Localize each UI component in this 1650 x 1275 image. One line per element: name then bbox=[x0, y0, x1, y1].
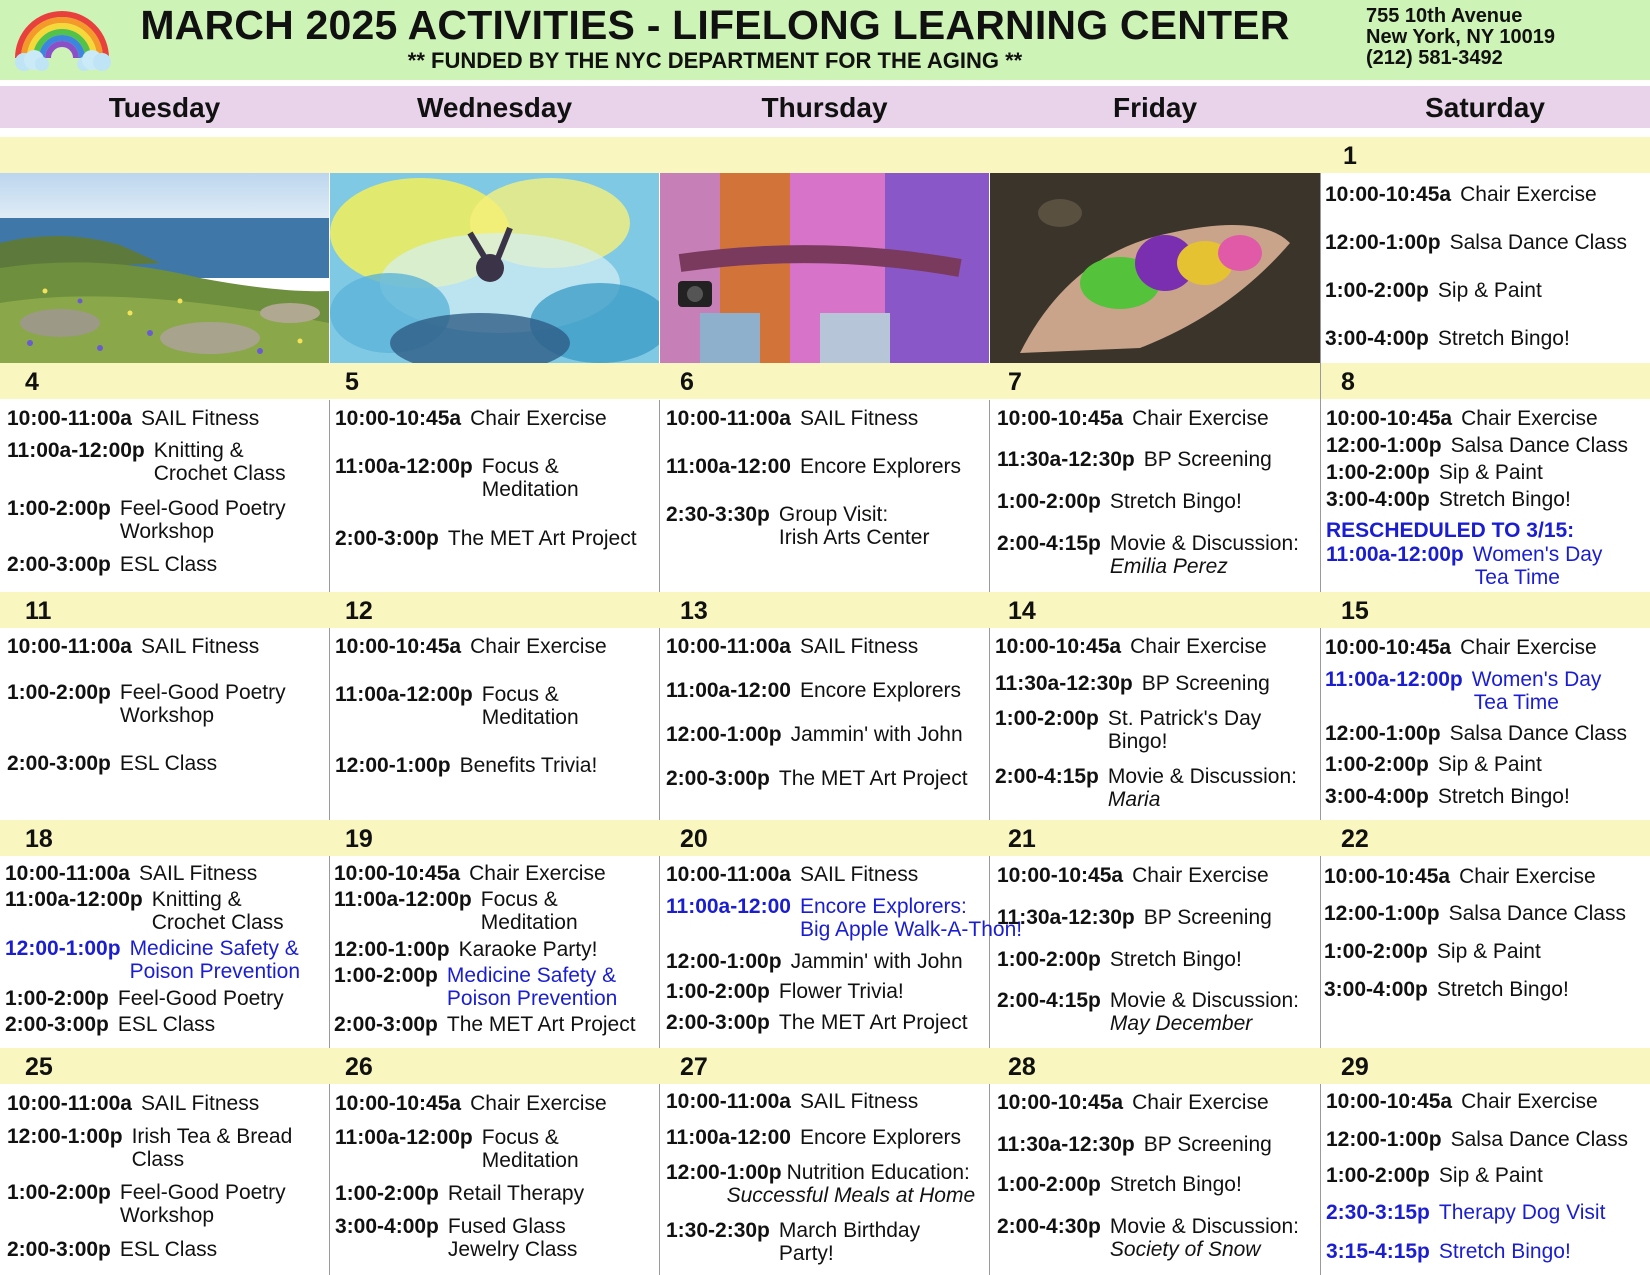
event-entry: 10:00-11:00a SAIL Fitness bbox=[666, 863, 919, 886]
event-entry: 12:00-1:00p Salsa Dance Class bbox=[1325, 722, 1627, 745]
weekday-saturday: Saturday bbox=[1425, 92, 1545, 123]
funding-subtitle: ** FUNDED BY THE NYC DEPARTMENT FOR THE AGING ** bbox=[407, 48, 1023, 73]
event-entry: 2:00-4:15p Movie & Discussion: Maria bbox=[995, 765, 1297, 811]
event-entry-highlight: 12:00-1:00p Medicine Safety & Poison Prevention bbox=[5, 937, 301, 983]
event-entry-highlight: 2:30-3:15p Therapy Dog Visit bbox=[1326, 1201, 1606, 1224]
grid-divider bbox=[989, 1084, 990, 1275]
event-entry: 1:00-2:00p Feel-Good Poetry Workshop bbox=[7, 497, 286, 543]
page-title: MARCH 2025 ACTIVITIES - LIFELONG LEARNING CENTER bbox=[140, 2, 1290, 48]
grid-divider bbox=[1320, 1084, 1321, 1275]
date-number: 14 bbox=[1008, 597, 1036, 625]
event-entry: 10:00-10:45a Chair Exercise bbox=[995, 635, 1267, 658]
address-phone: (212) 581-3492 bbox=[1366, 47, 1503, 69]
event-entry: 11:00a-12:00p Knitting & Crochet Class bbox=[5, 888, 284, 934]
event-entry: 11:00a-12:00p Focus & Meditation bbox=[334, 888, 578, 934]
date-number: 27 bbox=[680, 1053, 708, 1081]
event-entry: 3:00-4:00p Stretch Bingo! bbox=[1326, 488, 1571, 511]
grid-divider bbox=[659, 628, 660, 820]
week1-date-row bbox=[0, 137, 1650, 173]
event-entry: 12:00-1:00p Salsa Dance Class bbox=[1324, 902, 1626, 925]
event-entry: 1:00-2:00p St. Patrick's Day Bingo! bbox=[995, 707, 1262, 753]
date-number: 20 bbox=[680, 825, 708, 853]
event-entry: 2:00-3:00p The MET Art Project bbox=[666, 767, 968, 790]
event-entry: 2:00-4:15p Movie & Discussion: Emilia Perez bbox=[997, 532, 1299, 578]
grid-divider bbox=[659, 1084, 660, 1275]
event-entry: 1:00-2:00p Feel-Good Poetry bbox=[5, 987, 284, 1010]
event-entry: 1:00-2:00p Sip & Paint bbox=[1324, 940, 1541, 963]
event-entry: 12:00-1:00p Benefits Trivia! bbox=[335, 754, 598, 777]
event-entry: 3:00-4:00p Stretch Bingo! bbox=[1325, 327, 1570, 350]
event-entry: 12:00-1:00p Salsa Dance Class bbox=[1325, 231, 1627, 254]
event-entry-highlight: 3:15-4:15p Stretch Bingo! bbox=[1326, 1240, 1571, 1263]
event-entry: 3:00-4:00p Stretch Bingo! bbox=[1325, 785, 1570, 808]
event-entry: 12:00-1:00p Salsa Dance Class bbox=[1326, 434, 1628, 457]
event-entry: 11:00a-12:00p Women's Day Tea Time bbox=[1326, 543, 1603, 589]
event-entry: 10:00-11:00a SAIL Fitness bbox=[7, 635, 260, 658]
event-entry: 10:00-10:45a Chair Exercise bbox=[335, 1092, 607, 1115]
event-entry: 11:00a-12:00p Focus & Meditation bbox=[335, 683, 579, 729]
event-entry: 1:00-2:00p Medicine Safety & Poison Prevention bbox=[334, 964, 618, 1010]
date-number: 18 bbox=[25, 825, 53, 853]
event-entry: 2:00-3:00p The MET Art Project bbox=[334, 1013, 636, 1036]
weekday-tuesday: Tuesday bbox=[108, 92, 221, 123]
friends-embracing-photo bbox=[660, 173, 989, 363]
event-entry: 1:00-2:00p Stretch Bingo! bbox=[997, 948, 1242, 971]
event-entry: 1:00-2:00p Retail Therapy bbox=[335, 1182, 585, 1205]
date-number: 8 bbox=[1341, 368, 1355, 396]
event-entry: 12:00-1:00p Irish Tea & Bread Class bbox=[7, 1125, 293, 1171]
rescheduled-notice: RESCHEDULED TO 3/15: bbox=[1326, 519, 1575, 542]
event-entry: 10:00-11:00a SAIL Fitness bbox=[666, 635, 919, 658]
event-entry: 1:00-2:00p Feel-Good Poetry Workshop bbox=[7, 681, 286, 727]
event-entry: 11:00a-12:00p Focus & Meditation bbox=[335, 455, 579, 501]
coastal-meadow-photo bbox=[0, 173, 329, 363]
event-entry: 12:00-1:00p Nutrition Education: Successful Meals at Home bbox=[666, 1161, 976, 1207]
event-entry: 10:00-11:00a SAIL Fitness bbox=[5, 862, 258, 885]
weekday-thursday: Thursday bbox=[761, 92, 888, 123]
event-entry: 10:00-10:45a Chair Exercise bbox=[1325, 183, 1597, 206]
address-street: 755 10th Avenue bbox=[1366, 5, 1523, 27]
date-number: 1 bbox=[1343, 142, 1357, 170]
event-entry: 3:00-4:00p Fused Glass Jewelry Class bbox=[335, 1215, 578, 1261]
grid-divider bbox=[989, 856, 990, 1048]
grid-divider bbox=[1320, 628, 1321, 820]
week5-date-row bbox=[0, 1048, 1650, 1084]
event-entry: 2:00-4:30p Movie & Discussion: Society of Snow bbox=[997, 1215, 1299, 1261]
date-number: 6 bbox=[680, 368, 694, 396]
date-number: 5 bbox=[345, 368, 359, 396]
header-banner bbox=[0, 0, 1650, 80]
event-entry: 12:00-1:00p Jammin' with John bbox=[666, 950, 963, 973]
event-entry: 1:00-2:00p Sip & Paint bbox=[1326, 461, 1543, 484]
event-entry: 10:00-11:00a SAIL Fitness bbox=[7, 407, 260, 430]
event-entry-highlight: 11:00a-12:00 Encore Explorers: Big Apple Walk-A-Thon! bbox=[666, 895, 1023, 941]
event-entry: 2:00-3:00p ESL Class bbox=[7, 752, 218, 775]
event-entry: 10:00-10:45a Chair Exercise bbox=[1325, 636, 1597, 659]
event-entry: 10:00-11:00a SAIL Fitness bbox=[666, 1090, 919, 1113]
event-entry: 2:00-4:15p Movie & Discussion: May December bbox=[997, 989, 1299, 1035]
weekday-header-row bbox=[0, 86, 1650, 128]
event-entry: 1:00-2:00p Sip & Paint bbox=[1325, 279, 1542, 302]
event-entry: 10:00-11:00a SAIL Fitness bbox=[7, 1092, 260, 1115]
event-entry-highlight: 11:00a-12:00p Women's Day Tea Time bbox=[1325, 668, 1602, 714]
date-number: 28 bbox=[1008, 1053, 1036, 1081]
center-address bbox=[1366, 6, 1555, 69]
grid-divider bbox=[329, 1084, 330, 1275]
date-number: 19 bbox=[345, 825, 373, 853]
week4-date-row bbox=[0, 820, 1650, 856]
event-entry: 11:30a-12:30p BP Screening bbox=[995, 672, 1270, 695]
week3-date-row bbox=[0, 592, 1650, 628]
event-entry: 11:00a-12:00p Focus & Meditation bbox=[335, 1126, 579, 1172]
date-number: 21 bbox=[1008, 825, 1036, 853]
event-entry: 10:00-10:45a Chair Exercise bbox=[997, 864, 1269, 887]
event-entry: 2:00-3:00p The MET Art Project bbox=[666, 1011, 968, 1034]
event-entry: 10:00-10:45a Chair Exercise bbox=[335, 635, 607, 658]
date-number: 25 bbox=[25, 1053, 53, 1081]
event-entry: 12:00-1:00p Salsa Dance Class bbox=[1326, 1128, 1628, 1151]
event-entry: 11:00a-12:00 Encore Explorers bbox=[666, 455, 962, 478]
date-number: 26 bbox=[345, 1053, 373, 1081]
event-entry: 11:00a-12:00p Knitting & Crochet Class bbox=[7, 439, 286, 485]
event-entry: 12:00-1:00p Jammin' with John bbox=[666, 723, 963, 746]
event-entry: 1:00-2:00p Flower Trivia! bbox=[666, 980, 904, 1003]
grid-divider bbox=[1320, 173, 1321, 592]
weekday-wednesday: Wednesday bbox=[416, 92, 573, 123]
event-entry: 1:00-2:00p Stretch Bingo! bbox=[997, 1173, 1242, 1196]
event-entry: 10:00-10:45a Chair Exercise bbox=[334, 862, 606, 885]
date-number: 11 bbox=[25, 597, 52, 625]
event-entry: 10:00-10:45a Chair Exercise bbox=[1324, 865, 1596, 888]
event-entry: 12:00-1:00p Karaoke Party! bbox=[334, 938, 598, 961]
date-number: 13 bbox=[680, 597, 708, 625]
grid-divider bbox=[329, 856, 330, 1048]
weekday-friday: Friday bbox=[1112, 92, 1198, 123]
grid-divider bbox=[989, 400, 990, 592]
event-entry: 1:30-2:30p March Birthday Party! bbox=[666, 1219, 921, 1265]
address-city: New York, NY 10019 bbox=[1366, 26, 1556, 48]
event-entry: 2:00-3:00p The MET Art Project bbox=[335, 527, 637, 550]
grid-divider bbox=[329, 400, 330, 592]
event-entry: 3:00-4:00p Stretch Bingo! bbox=[1324, 978, 1569, 1001]
color-powder-hand-photo bbox=[990, 173, 1320, 363]
date-number: 7 bbox=[1008, 368, 1022, 396]
event-entry: 11:00a-12:00 Encore Explorers bbox=[666, 1126, 962, 1149]
event-entry: 1:00-2:00p Sip & Paint bbox=[1326, 1164, 1543, 1187]
event-entry: 2:00-3:00p ESL Class bbox=[7, 553, 218, 576]
event-entry: 2:30-3:30p Group Visit: Irish Arts Center bbox=[666, 503, 930, 549]
event-entry: 11:30a-12:30p BP Screening bbox=[997, 906, 1272, 929]
event-entry: 10:00-10:45a Chair Exercise bbox=[997, 1091, 1269, 1114]
rainbow-icon bbox=[10, 6, 114, 72]
grid-divider bbox=[1320, 856, 1321, 1048]
event-entry: 10:00-10:45a Chair Exercise bbox=[1326, 1090, 1598, 1113]
date-number: 12 bbox=[345, 597, 373, 625]
event-entry: 1:00-2:00p Sip & Paint bbox=[1325, 753, 1542, 776]
event-entry: 10:00-11:00a SAIL Fitness bbox=[666, 407, 919, 430]
event-entry: 10:00-10:45a Chair Exercise bbox=[335, 407, 607, 430]
grid-divider bbox=[989, 628, 990, 820]
date-number: 4 bbox=[25, 368, 39, 396]
event-entry: 2:00-3:00p ESL Class bbox=[7, 1238, 218, 1261]
event-entry: 2:00-3:00p ESL Class bbox=[5, 1013, 216, 1036]
grid-divider bbox=[329, 628, 330, 820]
event-entry: 11:30a-12:30p BP Screening bbox=[997, 1133, 1272, 1156]
grid-divider bbox=[659, 856, 660, 1048]
event-entry: 11:00a-12:00 Encore Explorers bbox=[666, 679, 962, 702]
week2-date-row bbox=[0, 363, 1650, 399]
color-powder-festival-photo bbox=[330, 173, 659, 363]
event-entry: 10:00-10:45a Chair Exercise bbox=[997, 407, 1269, 430]
event-entry: 10:00-10:45a Chair Exercise bbox=[1326, 407, 1598, 430]
event-entry: 1:00-2:00p Stretch Bingo! bbox=[997, 490, 1242, 513]
event-entry: 1:00-2:00p Feel-Good Poetry Workshop bbox=[7, 1181, 286, 1227]
grid-divider bbox=[659, 400, 660, 592]
date-number: 15 bbox=[1341, 597, 1369, 625]
date-number: 29 bbox=[1341, 1053, 1369, 1081]
date-number: 22 bbox=[1341, 825, 1369, 853]
event-entry: 11:30a-12:30p BP Screening bbox=[997, 448, 1272, 471]
